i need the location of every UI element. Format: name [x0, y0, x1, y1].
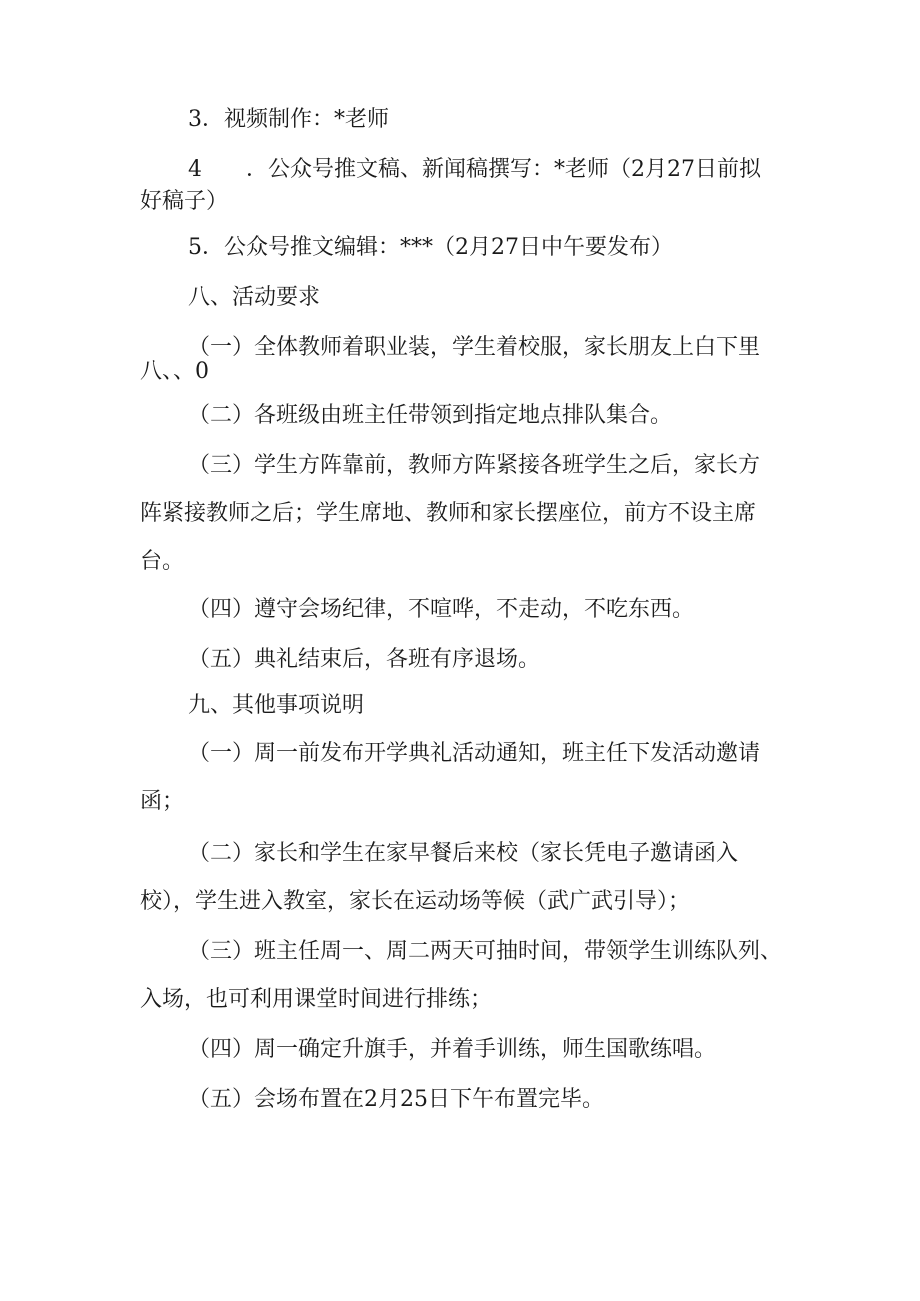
section-8-heading: 八、活动要求: [188, 285, 321, 310]
note-1-line1: （一）周一前发布开学典礼活动通知，班主任下发活动邀请: [188, 741, 761, 766]
note-3-line2: 入场，也可利用课堂时间进行排练；: [140, 987, 493, 1012]
note-1-line2: 函；: [140, 789, 185, 814]
item-4-article-writing-line1: 4 ．公众号推文稿、新闻稿撰写：*老师（2月27日前拟: [188, 157, 761, 182]
note-2-line1: （二）家长和学生在家早餐后来校（家长凭电子邀请函入: [188, 841, 739, 866]
req-1-line2: 八、、0: [140, 359, 209, 384]
section-9-heading: 九、其他事项说明: [188, 693, 365, 718]
req-3-line1: （三）学生方阵靠前，教师方阵紧接各班学生之后，家长方: [188, 453, 761, 478]
note-4: （四）周一确定升旗手，并着手训练，师生国歌练唱。: [188, 1037, 717, 1062]
req-4: （四）遵守会场纪律，不喧哗，不走动，不吃东西。: [188, 597, 695, 622]
req-1-line1: （一）全体教师着职业装，学生着校服，家长朋友上白下里: [188, 335, 761, 360]
note-3-line1: （三）班主任周一、周二两天可抽时间，带领学生训练队列、: [188, 939, 783, 964]
req-3-line2: 阵紧接教师之后；学生席地、教师和家长摆座位，前方不设主席: [140, 501, 757, 526]
req-3-line3: 台。: [140, 549, 185, 574]
req-2: （二）各班级由班主任带领到指定地点排队集合。: [188, 403, 673, 428]
item-4-article-writing-line2: 好稿子）: [140, 189, 229, 214]
req-5: （五）典礼结束后，各班有序退场。: [188, 647, 541, 672]
note-5: （五）会场布置在2月25日下午布置完毕。: [188, 1087, 604, 1112]
note-2-line2: 校），学生进入教室，家长在运动场等候（武广武引导）；: [140, 889, 691, 914]
item-5-article-editing: 5．公众号推文编辑：***（2月27日中午要发布）: [188, 235, 673, 260]
item-3-video-production: 3．视频制作：*老师: [188, 107, 389, 132]
